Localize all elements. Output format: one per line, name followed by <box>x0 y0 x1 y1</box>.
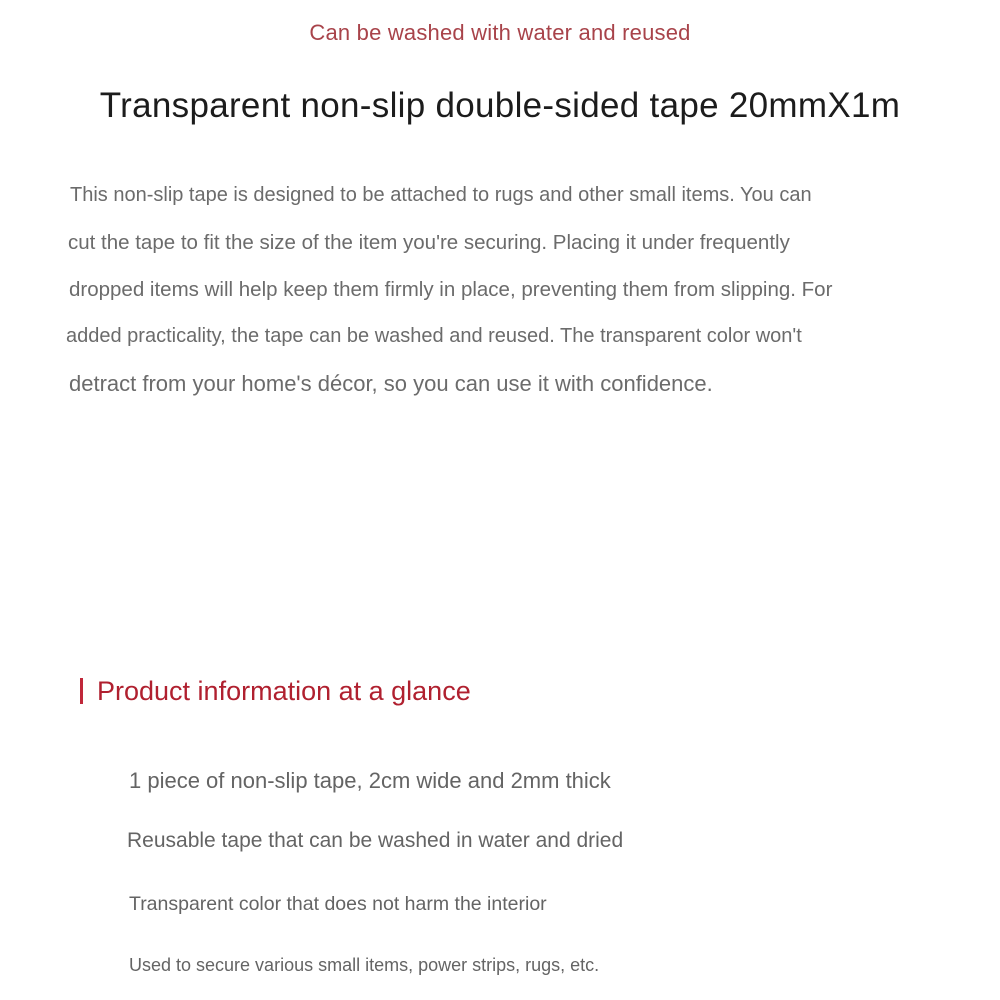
accent-bar <box>80 678 83 704</box>
product-info-heading <box>80 674 471 708</box>
section-title: Product information at a glance <box>97 675 471 706</box>
tagline: Can be washed with water and reused <box>309 20 691 45</box>
list-item: Reusable tape that can be washed in water and dried <box>127 829 624 852</box>
list-item: Used to secure various small items, power strips, rugs, etc. <box>129 955 600 975</box>
description-line: This non-slip tape is designed to be attached to rugs and other small items. You can <box>70 184 812 206</box>
page-title: Transparent non-slip double-sided tape 20mmX1m <box>99 86 901 125</box>
list-item: 1 piece of non-slip tape, 2cm wide and 2mm thick <box>129 768 611 793</box>
description-line: dropped items will help keep them firmly in place, preventing them from slipping. For <box>69 278 833 301</box>
description-line: cut the tape to fit the size of the item you're securing. Placing it under frequently <box>68 231 790 254</box>
list-item: Transparent color that does not harm the interior <box>129 893 547 915</box>
description-line: detract from your home's décor, so you can use it with confidence. <box>69 371 713 396</box>
product-description <box>0 0 1000 420</box>
description-line: added practicality, the tape can be washed and reused. The transparent color won't <box>66 325 802 347</box>
